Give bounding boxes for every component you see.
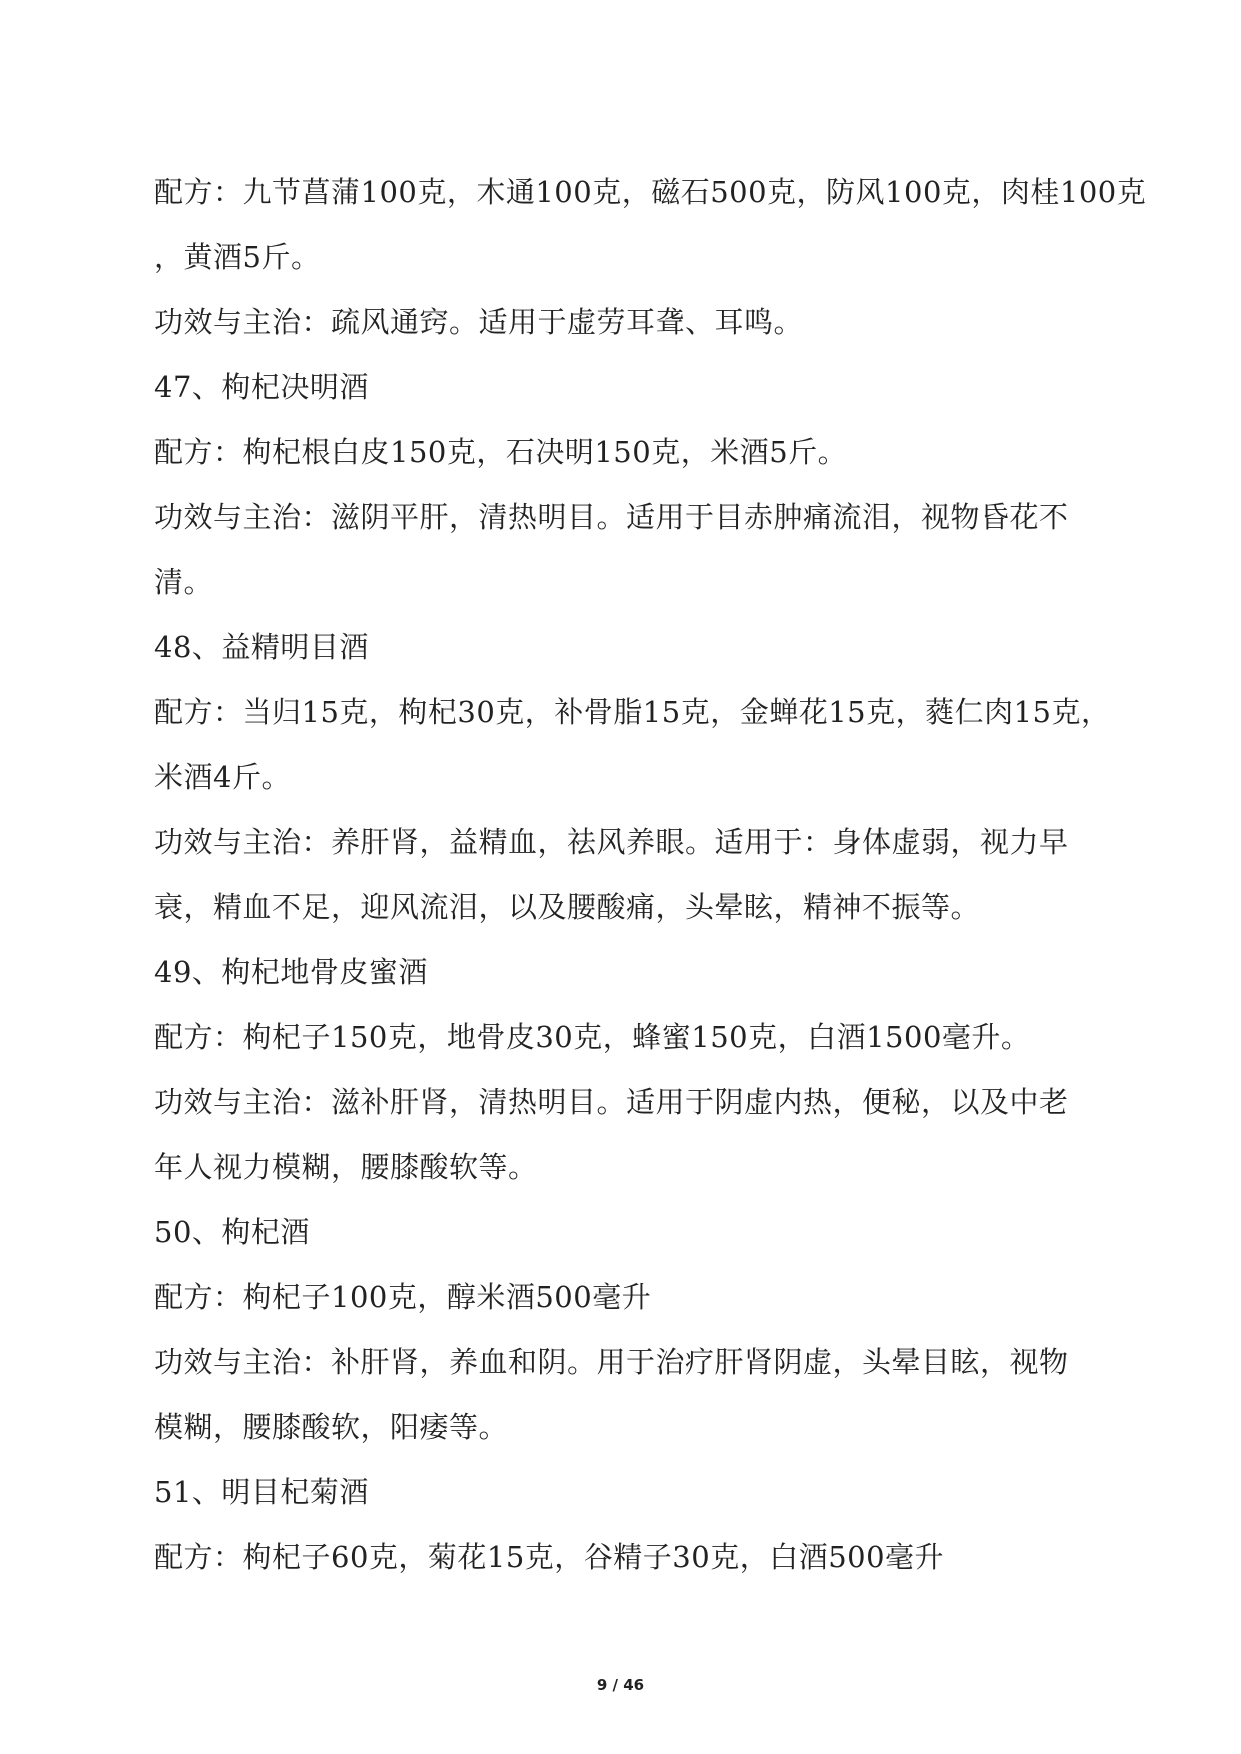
text-line: 功效与主治：滋补肝肾，清热明目。适用于阴虚内热，便秘，以及中老	[154, 1085, 1069, 1119]
text-line: 米酒4斤。	[154, 760, 291, 794]
text-line: 模糊，腰膝酸软，阳痿等。	[154, 1410, 509, 1444]
section-heading: 51、明目杞菊酒	[154, 1475, 369, 1509]
text-line: 配方：枸杞子100克，醇米酒500毫升	[154, 1280, 652, 1314]
section-heading: 47、枸杞决明酒	[154, 370, 369, 404]
text-line: 年人视力模糊，腰膝酸软等。	[154, 1150, 538, 1184]
text-line: 功效与主治：补肝肾，养血和阴。用于治疗肝肾阴虚，头晕目眩，视物	[154, 1345, 1069, 1379]
page-number: 9 / 46	[596, 1676, 645, 1694]
document-body	[154, 160, 1147, 1590]
text-line: ，黄酒5斤。	[154, 240, 321, 274]
text-line: 配方：当归15克，枸杞30克，补骨脂15克，金蝉花15克，蕤仁肉15克，	[154, 695, 1111, 729]
text-line: 配方：枸杞根白皮150克，石决明150克，米酒5斤。	[154, 435, 848, 469]
text-line: 配方：枸杞子150克，地骨皮30克，蜂蜜150克，白酒1500毫升。	[154, 1020, 1031, 1054]
section-heading: 50、枸杞酒	[154, 1215, 310, 1249]
text-line: 配方：九节菖蒲100克，木通100克，磁石500克，防风100克，肉桂100克	[154, 175, 1147, 209]
section-heading: 49、枸杞地骨皮蜜酒	[154, 955, 428, 989]
section-heading: 48、益精明目酒	[154, 630, 369, 664]
text-line: 清。	[154, 565, 214, 599]
text-line: 功效与主治：滋阴平肝，清热明目。适用于目赤肿痛流泪，视物昏花不	[154, 500, 1069, 534]
text-line: 功效与主治：养肝肾，益精血，祛风养眼。适用于：身体虚弱，视力早	[154, 825, 1069, 859]
text-line: 衰，精血不足，迎风流泪，以及腰酸痛，头晕眩，精神不振等。	[154, 890, 981, 924]
text-line: 配方：枸杞子60克，菊花15克，谷精子30克，白酒500毫升	[154, 1540, 945, 1574]
text-line: 功效与主治：疏风通窍。适用于虚劳耳聋、耳鸣。	[154, 305, 804, 339]
